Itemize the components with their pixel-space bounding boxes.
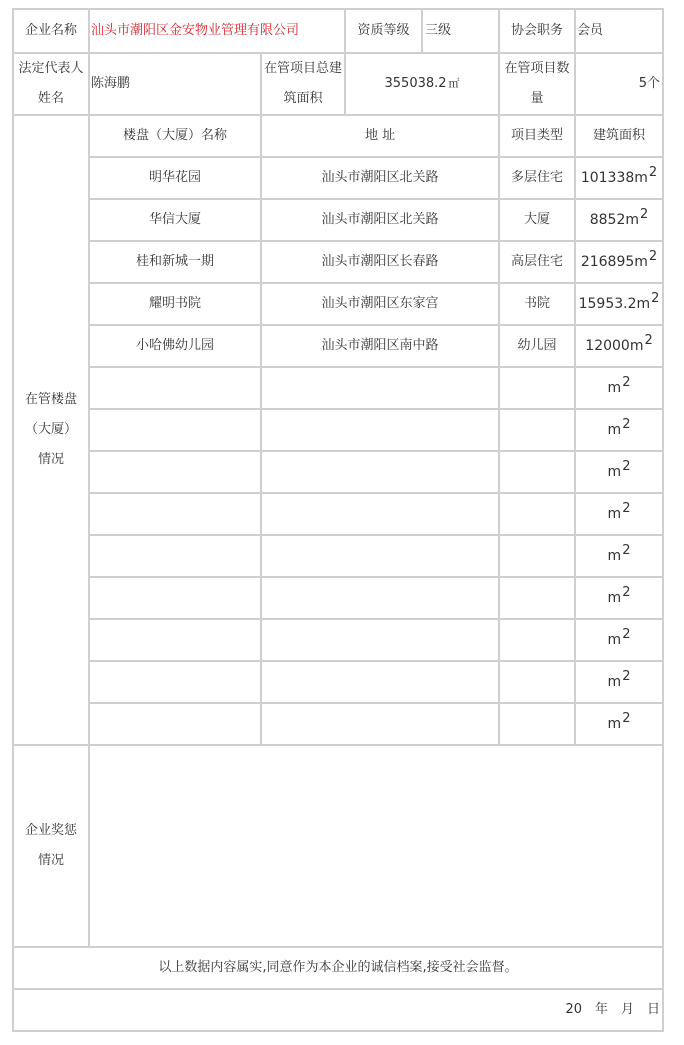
project-area-sup: 2 (622, 710, 631, 726)
project-area-value: 15953.2 (578, 295, 637, 312)
project-area (575, 703, 663, 745)
form-table (12, 8, 664, 1032)
project-name (89, 493, 261, 535)
legal-rep-value: 陈海鹏 (89, 53, 261, 115)
project-name (89, 409, 261, 451)
project-area (575, 367, 663, 409)
project-area-unit: m (607, 673, 622, 690)
project-row (13, 703, 663, 745)
project-name: 小哈佛幼儿园 (89, 325, 261, 367)
project-count-label: 在管项目数量 (499, 53, 575, 115)
project-area-value: 8852 (589, 211, 626, 228)
legal-rep-label: 法定代表人姓名 (13, 53, 89, 115)
qualification-label: 资质等级 (346, 10, 423, 52)
project-count-value: 5个 (575, 53, 663, 115)
project-name (89, 703, 261, 745)
project-address (261, 535, 499, 577)
project-row (13, 535, 663, 577)
project-type: 多层住宅 (499, 157, 575, 199)
project-type: 大厦 (499, 199, 575, 241)
project-type (499, 703, 575, 745)
project-name (89, 619, 261, 661)
date-row (13, 989, 663, 1031)
project-name: 明华花园 (89, 157, 261, 199)
awards-value (89, 745, 663, 947)
project-area-value: 101338 (580, 169, 635, 186)
project-address (261, 703, 499, 745)
project-area-sup: 2 (622, 626, 631, 642)
project-name: 桂和新城一期 (89, 241, 261, 283)
project-area-sup: 2 (622, 458, 631, 474)
column-header-name: 楼盘（大厦）名称 (89, 115, 261, 157)
project-area-sup: 2 (640, 206, 649, 222)
project-area-sup: 2 (622, 584, 631, 600)
project-area-unit: m (636, 295, 651, 312)
project-area-unit: m (607, 589, 622, 606)
project-type (499, 493, 575, 535)
legal-rep-row (13, 53, 663, 115)
credit-record-form (12, 8, 662, 1032)
project-address (261, 661, 499, 703)
project-address: 汕头市潮阳区南中路 (261, 325, 499, 367)
project-area-sup: 2 (622, 542, 631, 558)
project-area-unit: m (634, 253, 648, 270)
declaration-row (13, 947, 663, 989)
total-area-value: 355038.2 (384, 76, 447, 91)
project-name: 华信大厦 (89, 199, 261, 241)
project-area-sup: 2 (648, 248, 658, 264)
project-area-unit: m (625, 211, 640, 228)
project-type (499, 367, 575, 409)
project-type: 幼儿园 (499, 325, 575, 367)
project-area-unit: m (607, 631, 622, 648)
company-name-value: 汕头市潮阳区金安物业管理有限公司 (89, 9, 345, 53)
project-area-unit: m (634, 169, 648, 186)
project-address: 汕头市潮阳区北关路 (261, 199, 499, 241)
project-address (261, 451, 499, 493)
project-row (13, 619, 663, 661)
project-type: 高层住宅 (499, 241, 575, 283)
column-header-address: 地 址 (261, 115, 499, 157)
project-area-sup: 2 (622, 416, 631, 432)
project-area (575, 241, 663, 283)
project-row (13, 283, 663, 325)
project-area-unit: m (607, 715, 622, 732)
project-area-unit: m (607, 421, 622, 438)
qualification-group (345, 9, 499, 53)
project-area (575, 535, 663, 577)
project-area-unit: m (607, 463, 622, 480)
project-row (13, 157, 663, 199)
project-type: 书院 (499, 283, 575, 325)
project-row (13, 199, 663, 241)
project-area (575, 661, 663, 703)
project-area-sup: 2 (622, 500, 631, 516)
qualification-value: 三级 (425, 23, 452, 38)
project-type (499, 451, 575, 493)
project-row (13, 577, 663, 619)
project-address (261, 409, 499, 451)
column-header-type: 项目类型 (499, 115, 575, 157)
project-area (575, 199, 663, 241)
project-area-value: 12000 (585, 337, 630, 354)
project-address: 汕头市潮阳区长春路 (261, 241, 499, 283)
column-header-area: 建筑面积 (575, 115, 663, 157)
project-type (499, 577, 575, 619)
project-area (575, 577, 663, 619)
project-row (13, 409, 663, 451)
project-type (499, 409, 575, 451)
project-type (499, 535, 575, 577)
awards-row (13, 745, 663, 947)
project-area-value: 216895 (580, 253, 635, 270)
project-address (261, 619, 499, 661)
project-row (13, 367, 663, 409)
project-type (499, 619, 575, 661)
declaration-text: 以上数据内容属实,同意作为本企业的诚信档案,接受社会监督。 (13, 947, 663, 989)
total-area-cell (345, 53, 499, 115)
project-area-unit: m (607, 505, 622, 522)
project-name (89, 367, 261, 409)
company-row (13, 9, 663, 53)
project-area-unit: m (629, 337, 644, 354)
project-address (261, 367, 499, 409)
project-row (13, 493, 663, 535)
date-text: 20 年 月 日 (13, 989, 663, 1031)
project-name: 耀明书院 (89, 283, 261, 325)
project-area-sup: 2 (644, 332, 653, 348)
project-area (575, 451, 663, 493)
project-area (575, 157, 663, 199)
total-area-unit: ㎡ (448, 77, 460, 90)
projects-header-row (13, 115, 663, 157)
project-area (575, 409, 663, 451)
project-area (575, 619, 663, 661)
project-type (499, 661, 575, 703)
project-address: 汕头市潮阳区北关路 (261, 157, 499, 199)
project-name (89, 451, 261, 493)
project-area-sup: 2 (651, 290, 660, 306)
projects-section-label: 在管楼盘（大厦）情况 (13, 115, 89, 745)
project-name (89, 661, 261, 703)
awards-label: 企业奖惩情况 (13, 745, 89, 947)
project-address (261, 493, 499, 535)
project-row (13, 451, 663, 493)
project-area-unit: m (607, 547, 622, 564)
project-area-unit: m (607, 379, 622, 396)
project-area-sup: 2 (648, 164, 658, 180)
project-area (575, 493, 663, 535)
project-row (13, 661, 663, 703)
project-area (575, 325, 663, 367)
project-area-sup: 2 (622, 374, 631, 390)
project-row (13, 241, 663, 283)
project-row (13, 325, 663, 367)
project-address (261, 577, 499, 619)
association-role-value: 会员 (575, 9, 663, 53)
association-role-label: 协会职务 (499, 9, 575, 53)
project-address: 汕头市潮阳区东家宫 (261, 283, 499, 325)
total-area-label: 在管项目总建筑面积 (261, 53, 345, 115)
project-area-sup: 2 (622, 668, 631, 684)
project-area (575, 283, 663, 325)
project-name (89, 577, 261, 619)
project-name (89, 535, 261, 577)
company-name-label: 企业名称 (13, 9, 89, 53)
